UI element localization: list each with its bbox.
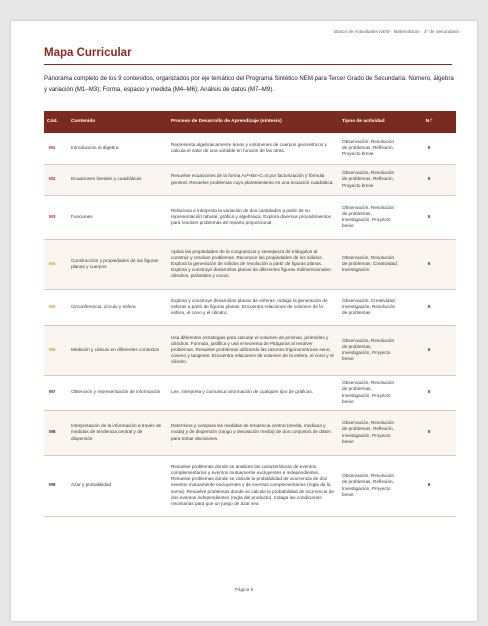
row-content: Interpretación de la información a través de medidas de tendencia central y de dispersión: [68, 410, 168, 455]
header-content: Contenido: [68, 111, 168, 133]
row-activity-types: Observación, Resolución de problemas, Investigación, Proyecto breve: [339, 195, 402, 239]
row-pda: Relaciona e interpreta la variación de dos cantidades a partir de su representación tabular, gráfica y algebraica. Explora diversos procedimientos para resolver problemas de reparto proporcional.: [168, 195, 339, 239]
row-code: M3: [44, 195, 68, 239]
row-code: M7: [44, 375, 68, 410]
intro-paragraph: Panorama completo de los 9 contenidos, organizados por eje temático del Programa Sintético NEM para Tercer Grado de Secundaria: Número, álgebra y variación (M1–M3); Forma, espacio y medida (M4–M6); Análisis de datos (M7–M9).: [44, 75, 454, 93]
table-row: [44, 164, 456, 195]
row-activity-types: Observación, Resolución de problemas, Reflexión, Investigación, Proyecto breve: [339, 410, 402, 455]
table-row: [44, 325, 456, 375]
table-row: [44, 239, 456, 289]
row-count: 5: [402, 375, 456, 410]
row-count: 6: [402, 325, 456, 375]
row-activity-types: Observación, Resolución de problemas, Reflexión, Proyecto breve: [339, 133, 402, 164]
row-activity-types: Observación, Resolución de problemas, Reflexión, Proyecto breve: [339, 164, 402, 195]
row-count: 6: [402, 455, 456, 516]
row-content: Construcción y propiedades de las figuras planas y cuerpos: [68, 239, 168, 289]
document-page: [11, 21, 477, 621]
header-pda: Proceso de Desarrollo de Aprendizaje (síntesis): [168, 111, 339, 133]
row-activity-types: Observación, Resolución de problemas, Reflexión, Investigación, Proyecto breve: [339, 455, 402, 516]
table-row: [44, 195, 456, 239]
row-count: 5: [402, 164, 456, 195]
row-code: M5: [44, 289, 68, 325]
row-content: Funciones: [68, 195, 168, 239]
curriculum-table: [44, 111, 456, 517]
table-row: [44, 289, 456, 325]
row-pda: Explora y construye desarrollos planos de esferas. Indaga la generación de esferas a partir de figuras planas. Encuentra relaciones de volumen de la esfera, el cono y el cilindro.: [168, 289, 339, 325]
row-code: M1: [44, 133, 68, 164]
page-title: Mapa Curricular: [44, 47, 132, 59]
row-count: 5: [402, 195, 456, 239]
row-code: M2: [44, 164, 68, 195]
header-activity-types: Tipos de actividad: [339, 111, 402, 133]
row-count: 5: [402, 133, 456, 164]
row-pda: Representa algebraicamente áreas y volúmenes de cuerpos geométricos y calcula el valor de una variable en función de las otras.: [168, 133, 339, 164]
page-number: Página 5: [234, 587, 254, 592]
row-pda: Usa diferentes estrategias para calcular el volumen de prismas, pirámides y cilindros. Formula, justifica y usa el teorema de Pitágoras al resolver problemas. Resuelve problemas utilizando las razones trigonométricas seno, coseno y tangente. Encuentra relaciones de volumen de la esfera, el cono y el cilindro.: [168, 325, 339, 375]
table-row: [44, 375, 456, 410]
row-content: Obtención y representación de información: [68, 375, 168, 410]
row-pda: Resuelve ecuaciones de la forma Ax²+Bx+C=0 por factorización y fórmula general. Resuelve problemas cuyo planteamiento es una ecuación cuadrática.: [168, 164, 339, 195]
table-row: [44, 410, 456, 455]
table-row: [44, 455, 456, 516]
row-code: M8: [44, 410, 68, 455]
row-count: 6: [402, 239, 456, 289]
row-content: Ecuaciones lineales y cuadráticas: [68, 164, 168, 195]
running-header: Banco de Actividades NEM · Matemáticas · 3° de Secundaria: [334, 29, 459, 34]
row-count: 5: [402, 410, 456, 455]
row-code: M4: [44, 239, 68, 289]
row-activity-types: Observación, Resolución de problemas, Investigación, Proyecto breve: [339, 375, 402, 410]
row-content: Circunferencia, círculo y esfera: [68, 289, 168, 325]
row-pda: Aplica las propiedades de la congruencia y semejanza de triángulos al construir y resolver problemas. Reconoce las propiedades de los sólidos. Explora la generación de sólidos de revolución a partir de figuras planas. Explora y construye desarrollos planos de diferentes figuras tridimensionales: cilindros, pirámides y conos.: [168, 239, 339, 289]
row-pda: Determina y compara las medidas de tendencia central (media, mediana y moda) y de dispersión (rango y desviación media) de dos conjuntos de datos para tomar decisiones.: [168, 410, 339, 455]
header-code: Cód.: [44, 111, 68, 133]
row-count: 5: [402, 289, 456, 325]
row-activity-types: Observación, Resolución de problemas, Investigación, Proyecto breve: [339, 325, 402, 375]
row-activity-types: Observación, Resolución de problemas, Creatividad, Investigación: [339, 239, 402, 289]
table-header-row: [44, 111, 456, 133]
row-content: Medición y cálculo en diferentes contextos: [68, 325, 168, 375]
table-row: [44, 133, 456, 164]
row-activity-types: Observación, Creatividad, Investigación, Resolución de problemas: [339, 289, 402, 325]
row-code: M9: [44, 455, 68, 516]
row-content: Introducción al álgebra: [68, 133, 168, 164]
row-pda: Lee, interpreta y comunica información de cualquier tipo de gráficas.: [168, 375, 339, 410]
header-count: N.º: [402, 111, 456, 133]
title-divider: [44, 64, 452, 65]
row-pda: Resuelve problemas donde se analicen las características de eventos complementarios y eventos mutuamente excluyentes e independientes. Resuelve problemas donde se calcule la probabilidad de ocurrencia de dos eventos mutuamente excluyentes y de eventos complementarios (regla de la suma). Resuelve problemas donde se calcule la probabilidad de ocurrencia de dos eventos independientes (regla del producto). Indaga las condiciones necesarias para que un juego de azar sea: [168, 455, 339, 516]
row-code: M6: [44, 325, 68, 375]
row-content: Azar y probabilidad: [68, 455, 168, 516]
